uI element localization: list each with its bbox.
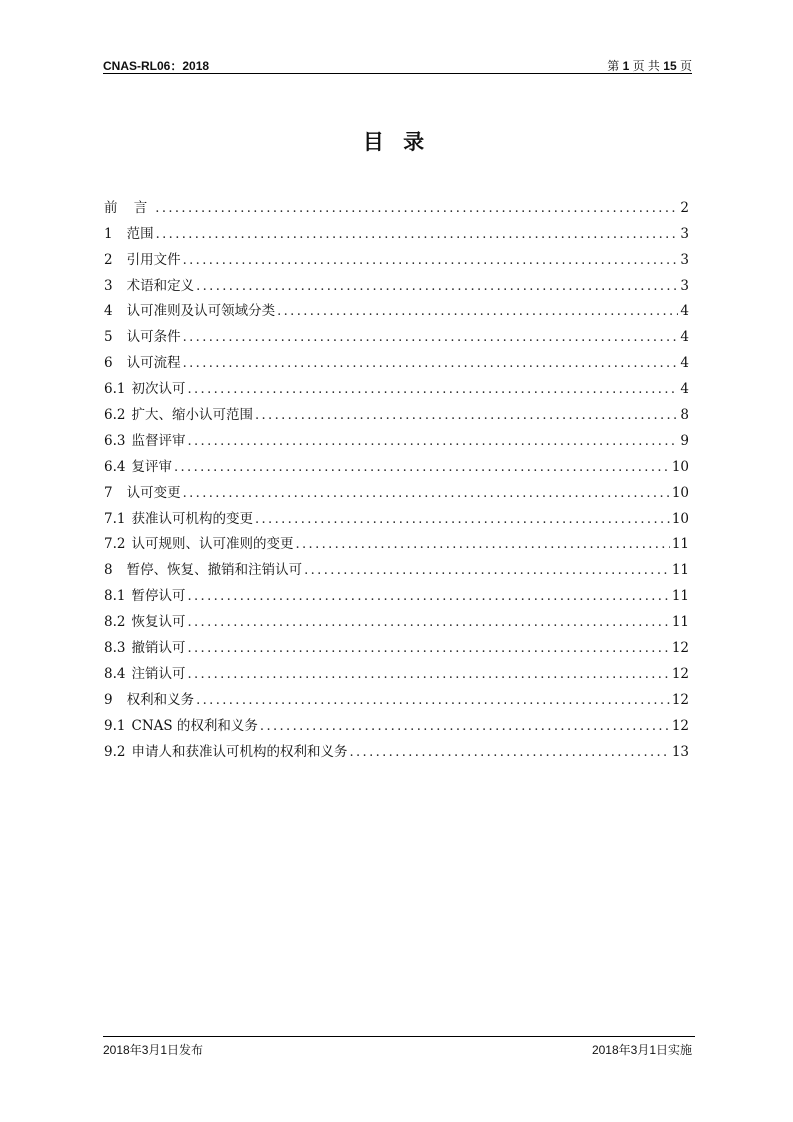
toc-entry-page: 3 [680,251,689,268]
toc-entry-number: 6.4 [104,458,126,475]
toc-leader-dots [255,408,678,423]
toc-entry-page: 12 [671,717,689,734]
toc-entry[interactable] [104,319,689,345]
toc-entry[interactable] [104,268,689,294]
toc-entry-title: 监督评审 [131,432,186,449]
header-divider [103,73,692,74]
toc-leader-dots [304,563,670,578]
toc-entry[interactable] [104,682,689,708]
toc-entry[interactable] [104,475,689,501]
page-number: 第 1 页 共 15 页 [607,59,692,73]
toc-entry-title: 引用文件 [126,251,181,268]
toc-entry-title: 申请人和获准认可机构的权利和义务 [131,743,348,760]
toc-entry-number: 6.3 [104,432,126,449]
toc-entry-number: 7.2 [104,536,126,553]
toc-entry-title: 恢复认可 [131,614,186,631]
document-code: CNAS-RL06：2018 [103,59,210,73]
toc-entry-title: 认可规则、认可准则的变更 [131,536,294,553]
toc-entry-title: 获准认可机构的变更 [131,510,253,527]
toc-entry-title: 认可流程 [126,355,181,372]
toc-entry-title: 扩大、缩小认可范围 [131,407,253,424]
toc-entry[interactable] [104,656,689,682]
toc-entry-title: CNAS 的权利和义务 [131,717,258,734]
toc-entry-number: 8.2 [104,614,126,631]
toc-entry-page: 3 [680,277,689,294]
toc-entry-page: 4 [680,329,689,346]
toc-entry-page: 4 [680,355,689,372]
toc-entry-title: 权利和义务 [126,691,195,708]
toc-entry-page: 3 [680,225,689,242]
toc-entry[interactable] [104,216,689,242]
toc-entry-number: 7.1 [104,510,126,527]
toc-leader-dots [183,356,679,371]
toc-entry[interactable] [104,423,689,449]
toc-entry-page: 11 [671,536,689,553]
toc-leader-dots [187,589,669,604]
toc-leader-dots [187,434,678,449]
toc-leader-dots [196,693,670,708]
toc-entry-number: 6.1 [104,381,126,398]
toc-entry-title: 暂停认可 [131,588,186,605]
toc-leader-dots [174,460,670,475]
toc-entry[interactable] [104,294,689,320]
toc-entry-title: 复评审 [131,458,172,475]
toc-entry[interactable] [104,242,689,268]
toc-entry-title: 初次认可 [131,381,186,398]
page-footer [103,1041,692,1057]
toc-entry[interactable] [104,190,689,216]
toc-leader-dots [196,279,678,294]
toc-leader-dots [187,641,669,656]
toc-leader-dots [183,486,670,501]
toc-entry-number: 9 [104,691,113,708]
toc-entry-number: 4 [104,303,113,320]
toc-leader-dots [155,201,678,216]
toc-entry[interactable] [104,397,689,423]
toc-entry-number: 8.3 [104,640,126,657]
toc-entry-page: 10 [671,510,689,527]
toc-entry[interactable] [104,371,689,397]
toc-entry-number: 6.2 [104,407,126,424]
toc-entry-page: 2 [680,199,689,216]
toc-entry-number: 7 [104,484,113,501]
toc-leader-dots [187,382,678,397]
toc-leader-dots [187,615,669,630]
toc-entry[interactable] [104,501,689,527]
toc-entry-page: 12 [671,640,689,657]
toc-entry[interactable] [104,630,689,656]
toc-entry-number: 5 [104,329,113,346]
toc-entry-page: 12 [671,665,689,682]
table-of-contents [104,190,689,760]
toc-entry-page: 13 [671,743,689,760]
toc-entry-page: 4 [680,381,689,398]
toc-entry-number: 9.2 [104,743,126,760]
toc-entry[interactable] [104,578,689,604]
toc-entry-number: 8.4 [104,665,126,682]
effective-date: 2018年3月1日实施 [591,1043,692,1057]
toc-entry-page: 10 [671,484,689,501]
toc-entry[interactable] [104,345,689,371]
issue-date: 2018年3月1日发布 [103,1043,204,1057]
toc-entry[interactable] [104,604,689,630]
toc-entry-page: 8 [680,407,689,424]
toc-entry-number: 9.1 [104,717,126,734]
toc-leader-dots [183,253,679,268]
toc-leader-dots [183,330,679,345]
page-title: 目 录 [362,130,431,154]
toc-leader-dots [295,537,669,552]
toc-entry-page: 11 [671,562,689,579]
toc-entry-number: 1 [104,225,113,242]
footer-divider [103,1036,695,1037]
toc-leader-dots [260,719,670,734]
toc-entry-page: 4 [680,303,689,320]
toc-entry-page: 11 [671,588,689,605]
toc-entry-title: 注销认可 [131,665,186,682]
toc-entry[interactable] [104,552,689,578]
toc-entry-number: 8.1 [104,588,126,605]
toc-entry[interactable] [104,708,689,734]
page-header [103,57,692,73]
toc-entry-title: 认可条件 [126,329,181,346]
toc-entry-title: 前 言 [104,199,154,216]
toc-entry-title: 范围 [126,225,154,242]
toc-entry-page: 11 [671,614,689,631]
toc-entry-number: 2 [104,251,113,268]
toc-entry-page: 10 [671,458,689,475]
toc-entry-page: 12 [671,691,689,708]
toc-entry[interactable] [104,449,689,475]
toc-leader-dots [349,745,669,760]
toc-entry-page: 9 [680,432,689,449]
toc-entry-title: 认可准则及认可领域分类 [126,303,276,320]
toc-entry-title: 撤销认可 [131,640,186,657]
toc-leader-dots [156,227,679,242]
toc-leader-dots [277,304,678,319]
toc-entry-number: 3 [104,277,113,294]
toc-entry[interactable] [104,527,689,553]
toc-entry-number: 6 [104,355,113,372]
toc-entry-number: 8 [104,562,113,579]
toc-entry-title: 认可变更 [126,484,181,501]
toc-entry-title: 术语和定义 [126,277,195,294]
toc-leader-dots [187,667,669,682]
toc-entry-title: 暂停、恢复、撤销和注销认可 [126,562,303,579]
toc-leader-dots [255,512,670,527]
toc-entry[interactable] [104,734,689,760]
